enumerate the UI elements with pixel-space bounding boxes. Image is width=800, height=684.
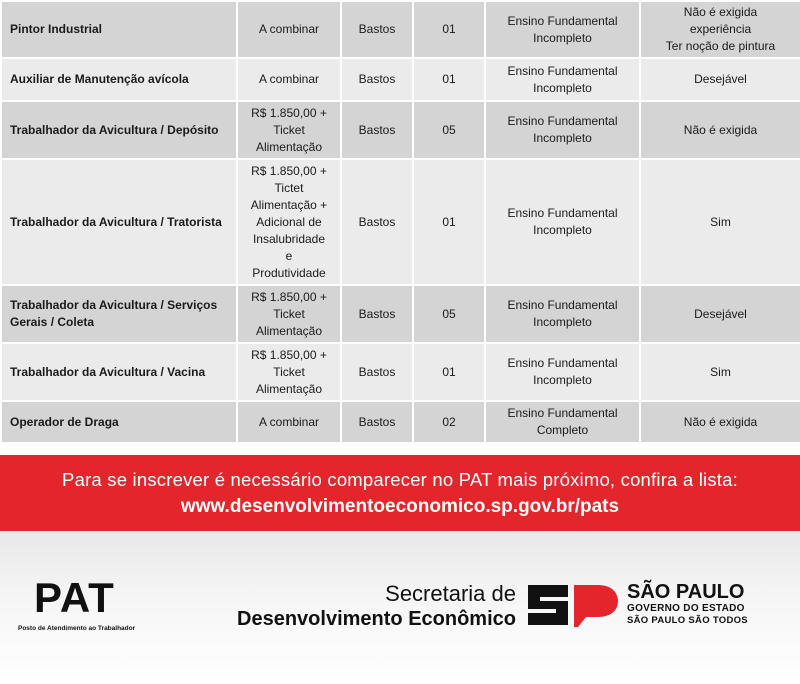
job-role: Trabalhador da Avicultura / Vacina: [1, 343, 237, 401]
job-experience: [640, 159, 800, 285]
job-city: Bastos: [341, 101, 413, 159]
job-experience-line: experiência: [689, 22, 752, 36]
job-salary-line: Alimentação: [255, 381, 323, 396]
job-vacancies: 05: [413, 285, 485, 343]
job-vacancies: 01: [413, 1, 485, 58]
job-salary: [237, 1, 341, 58]
job-salary-line: Alimentação +: [250, 197, 328, 212]
job-salary-line: Alimentação: [255, 139, 323, 154]
job-education-line: Incompleto: [533, 315, 592, 329]
table-row: [1, 401, 800, 443]
job-experience-line: Não é exigida: [683, 122, 758, 137]
job-vacancies: 01: [413, 159, 485, 285]
job-experience-line: Ter noção de pintura: [665, 39, 776, 53]
job-experience: [640, 343, 800, 401]
job-experience: [640, 101, 800, 159]
gov-state-name: SÃO PAULO: [627, 581, 745, 603]
job-salary-line: Adicional de: [256, 214, 322, 229]
job-experience: [640, 58, 800, 101]
job-education: [485, 343, 640, 401]
job-role: Auxiliar de Manutenção avícola: [1, 58, 237, 101]
job-salary: [237, 401, 341, 443]
job-salary-line: Insalubridade: [252, 231, 326, 246]
job-education: [485, 1, 640, 58]
job-city: Bastos: [341, 58, 413, 101]
job-education-line: Completo: [536, 423, 589, 437]
job-education: [485, 58, 640, 101]
table-row: [1, 101, 800, 159]
job-education-line: Ensino Fundamental: [507, 63, 618, 78]
job-salary-line: R$ 1.850,00 +: [251, 163, 327, 178]
table-row: [1, 159, 800, 285]
job-salary-line: Ticket: [273, 122, 305, 137]
jobs-table-body: [1, 1, 800, 443]
table-row: [1, 58, 800, 101]
job-salary: [237, 159, 341, 285]
job-experience-line: Sim: [710, 364, 731, 379]
job-salary-line: A combinar: [258, 414, 320, 429]
job-experience: [640, 285, 800, 343]
job-vacancies: 02: [413, 401, 485, 443]
pats-url[interactable]: www.desenvolvimentoeconomico.sp.gov.br/pats: [180, 496, 620, 517]
job-education-line: Incompleto: [533, 373, 592, 387]
job-salary-line: Ticket: [273, 306, 305, 321]
job-education: [485, 285, 640, 343]
job-salary-line: A combinar: [258, 22, 320, 36]
job-salary: [237, 58, 341, 101]
job-education-line: Incompleto: [533, 131, 592, 145]
pat-logo-subtitle: Posto de Atendimento ao Trabalhador: [18, 625, 136, 632]
job-salary: [237, 101, 341, 159]
job-salary-line: Ticket: [273, 364, 305, 379]
job-city: Bastos: [341, 401, 413, 443]
job-education-line: Incompleto: [533, 223, 592, 237]
job-role: Trabalhador da Avicultura / Serviços Gerais / Coleta: [1, 285, 237, 343]
footer: [0, 531, 800, 684]
job-education: [485, 159, 640, 285]
sp-logo-icon: [524, 581, 620, 629]
job-salary-line: R$ 1.850,00 +: [251, 289, 327, 304]
job-experience-line: Desejável: [694, 306, 747, 321]
job-salary-line: e: [285, 248, 293, 263]
table-row: [1, 1, 800, 58]
job-education-line: Ensino Fundamental: [507, 406, 618, 420]
job-role: Pintor Industrial: [1, 1, 237, 58]
pat-logo-title: PAT: [34, 574, 115, 621]
job-education: [485, 401, 640, 443]
job-education-line: Ensino Fundamental: [507, 13, 618, 28]
signup-instruction: Para se inscrever é necessário comparecer no PAT mais próximo, confira a lista:: [62, 469, 738, 490]
job-salary-line: Produtividade: [252, 265, 326, 280]
gov-slogan: SÃO PAULO SÃO TODOS: [627, 615, 748, 626]
sp-government-logo: [627, 581, 748, 627]
job-education-line: Incompleto: [533, 80, 592, 95]
job-education-line: Incompleto: [533, 30, 592, 45]
job-education-line: Ensino Fundamental: [507, 356, 618, 370]
job-vacancies: 05: [413, 101, 485, 159]
table-row: [1, 285, 800, 343]
job-role: Trabalhador da Avicultura / Tratorista: [1, 159, 237, 285]
job-vacancies: 01: [413, 343, 485, 401]
job-experience: [640, 401, 800, 443]
job-experience-line: Desejável: [694, 72, 747, 86]
secretaria-line2: Desenvolvimento Econômico: [237, 608, 516, 630]
gov-line: GOVERNO DO ESTADO: [627, 603, 745, 614]
job-education-line: Ensino Fundamental: [507, 114, 618, 128]
job-education-line: Ensino Fundamental: [507, 298, 618, 312]
job-city: Bastos: [341, 285, 413, 343]
job-salary-line: R$ 1.850,00 +: [251, 347, 327, 362]
job-experience-line: Não é exigida: [683, 5, 758, 19]
job-education-line: Ensino Fundamental: [507, 206, 618, 220]
job-experience: [640, 1, 800, 58]
job-city: Bastos: [341, 1, 413, 58]
signup-banner: [0, 455, 800, 531]
job-salary-line: Tictet: [274, 180, 304, 195]
secretaria-line1: Secretaria de: [385, 581, 516, 606]
job-salary: [237, 285, 341, 343]
job-salary-line: R$ 1.850,00 +: [251, 105, 327, 120]
job-city: Bastos: [341, 159, 413, 285]
job-salary-line: A combinar: [258, 72, 320, 86]
job-education: [485, 101, 640, 159]
job-salary: [237, 343, 341, 401]
job-vacancies: 01: [413, 58, 485, 101]
job-role: Trabalhador da Avicultura / Depósito: [1, 101, 237, 159]
job-salary-line: Alimentação: [255, 323, 323, 338]
table-row: [1, 343, 800, 401]
job-city: Bastos: [341, 343, 413, 401]
secretaria-logo: [190, 581, 516, 631]
job-role: Operador de Draga: [1, 401, 237, 443]
pat-logo: [18, 575, 168, 635]
job-experience-line: Sim: [710, 214, 731, 229]
job-experience-line: Não é exigida: [683, 414, 758, 429]
